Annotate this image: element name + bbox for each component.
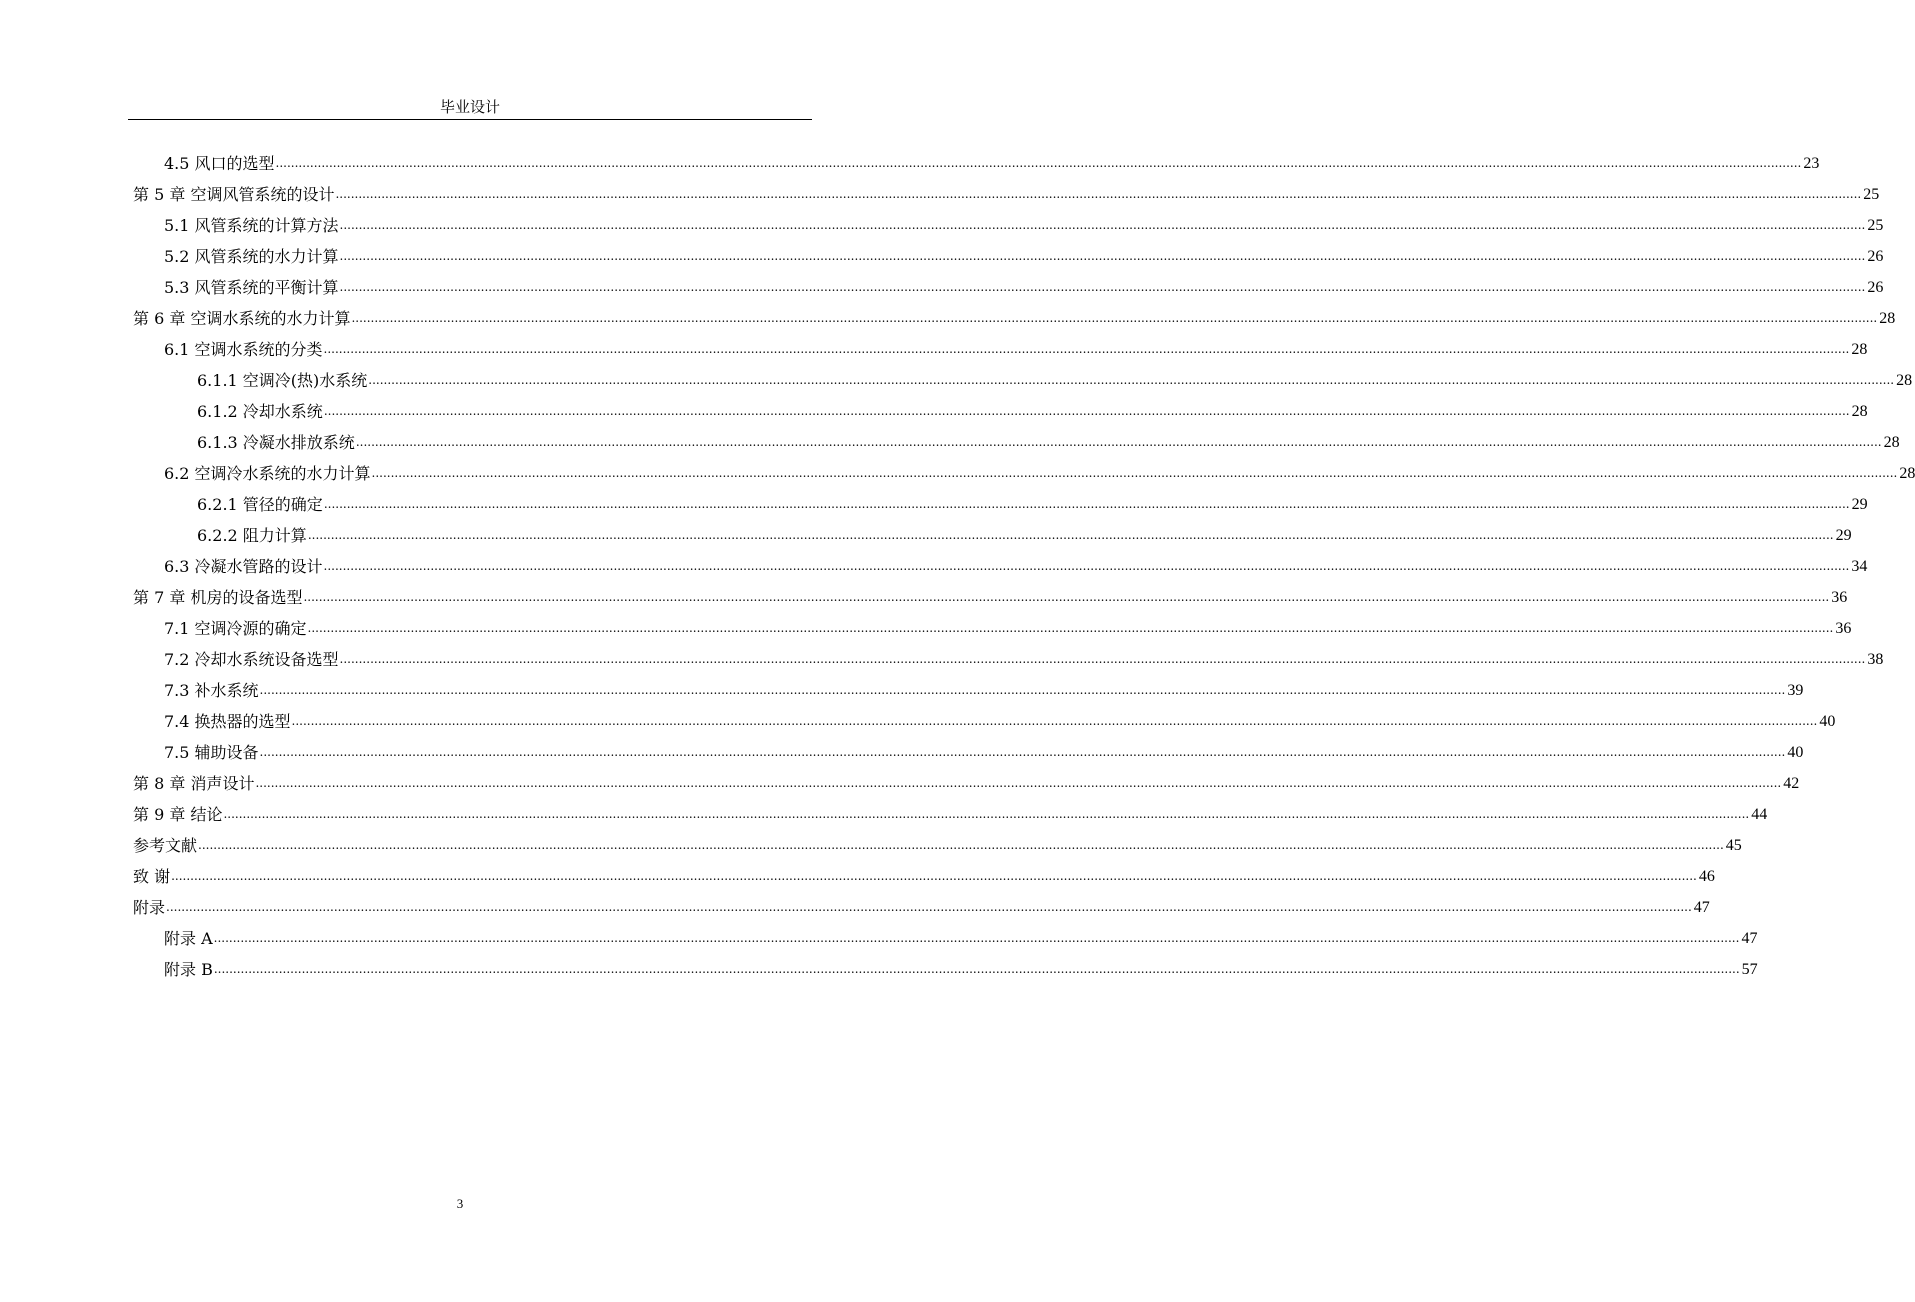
toc-entry-page: 28: [1883, 434, 1900, 451]
toc-entry-page: 25: [1867, 217, 1884, 234]
toc-dot-leader: ................................................................................................................................................................................................................................................................................................................................................................................................................: [307, 528, 1834, 542]
toc-entry[interactable]: [133, 826, 1742, 856]
toc-entry-label: 附录: [133, 898, 166, 917]
toc-dot-leader: ................................................................................................................................................................................................................................................................................................................................................................................................................: [223, 807, 1750, 821]
toc-entry-label: 第 5 章 空调风管系统的设计: [133, 185, 335, 204]
toc-dot-leader: ................................................................................................................................................................................................................................................................................................................................................................................................................: [339, 652, 1866, 666]
toc-dot-leader: ................................................................................................................................................................................................................................................................................................................................................................................................................: [335, 187, 1862, 201]
toc-entry[interactable]: [164, 609, 1852, 639]
toc-entry[interactable]: [164, 640, 1884, 670]
toc-entry-label: 6.3 冷凝水管路的设计: [164, 557, 323, 576]
toc-dot-leader: ................................................................................................................................................................................................................................................................................................................................................................................................................: [259, 683, 1786, 697]
toc-dot-leader: ................................................................................................................................................................................................................................................................................................................................................................................................................: [275, 156, 1802, 170]
toc-entry-page: 29: [1835, 527, 1852, 544]
toc-entry-label: 7.3 补水系统: [164, 681, 259, 700]
toc-entry-label: 5.1 风管系统的计算方法: [164, 216, 339, 235]
toc-entry-label: 第 6 章 空调水系统的水力计算: [133, 309, 351, 328]
toc-entry-label: 6.1.3 冷凝水排放系统: [197, 433, 355, 452]
toc-entry[interactable]: [197, 485, 1868, 515]
toc-entry-label: 5.3 风管系统的平衡计算: [164, 278, 339, 297]
toc-entry[interactable]: [164, 237, 1884, 267]
toc-entry-page: 46: [1698, 868, 1715, 885]
toc-dot-leader: ................................................................................................................................................................................................................................................................................................................................................................................................................: [371, 466, 1898, 480]
toc-entry[interactable]: [197, 361, 1913, 391]
toc-entry[interactable]: [133, 175, 1880, 205]
toc-entry[interactable]: [133, 857, 1715, 887]
toc-dot-leader: ................................................................................................................................................................................................................................................................................................................................................................................................................: [198, 838, 1724, 852]
toc-entry[interactable]: [133, 578, 1848, 608]
toc-entry-page: 44: [1751, 806, 1768, 823]
toc-dot-leader: ................................................................................................................................................................................................................................................................................................................................................................................................................: [368, 373, 1895, 387]
toc-dot-leader: ................................................................................................................................................................................................................................................................................................................................................................................................................: [323, 404, 1850, 418]
toc-entry[interactable]: [197, 392, 1868, 422]
toc-entry-page: 34: [1851, 558, 1868, 575]
toc-entry-label: 7.4 换热器的选型: [164, 712, 291, 731]
toc-dot-leader: ................................................................................................................................................................................................................................................................................................................................................................................................................: [323, 559, 1850, 573]
toc-entry-label: 致 谢: [133, 867, 171, 886]
toc-entry[interactable]: [164, 330, 1868, 360]
toc-entry[interactable]: [164, 144, 1820, 174]
toc-entry[interactable]: [133, 888, 1710, 918]
toc-entry-page: 28: [1899, 465, 1915, 482]
toc-entry-page: 36: [1831, 589, 1848, 606]
toc-entry-label: 4.5 风口的选型: [164, 154, 275, 173]
toc-entry-label: 第 7 章 机房的设备选型: [133, 588, 303, 607]
toc-entry[interactable]: [164, 733, 1804, 763]
toc-entry[interactable]: [133, 299, 1896, 329]
toc-dot-leader: ................................................................................................................................................................................................................................................................................................................................................................................................................: [171, 869, 1697, 883]
toc-entry-label: 6.2.2 阻力计算: [197, 526, 307, 545]
toc-dot-leader: ................................................................................................................................................................................................................................................................................................................................................................................................................: [166, 900, 1692, 914]
toc-entry-page: 42: [1783, 775, 1800, 792]
toc-entry-label: 6.1.1 空调冷(热)水系统: [197, 371, 368, 390]
toc-entry[interactable]: [164, 547, 1868, 577]
toc-dot-leader: ................................................................................................................................................................................................................................................................................................................................................................................................................: [259, 745, 1786, 759]
toc-entry-page: 28: [1896, 372, 1913, 389]
toc-entry-page: 23: [1803, 155, 1820, 172]
toc-entry[interactable]: [164, 671, 1804, 701]
running-header: 毕业设计: [439, 98, 500, 116]
toc-dot-leader: ................................................................................................................................................................................................................................................................................................................................................................................................................: [303, 590, 1830, 604]
toc-entry-page: 36: [1835, 620, 1852, 637]
toc-entry[interactable]: [164, 950, 1758, 980]
toc-dot-leader: ................................................................................................................................................................................................................................................................................................................................................................................................................: [339, 280, 1866, 294]
toc-entry-page: 28: [1851, 403, 1868, 420]
toc-dot-leader: ................................................................................................................................................................................................................................................................................................................................................................................................................: [339, 249, 1866, 263]
toc-dot-leader: ................................................................................................................................................................................................................................................................................................................................................................................................................: [323, 342, 1850, 356]
toc-entry[interactable]: [164, 206, 1884, 236]
toc-entry-label: 7.2 冷却水系统设备选型: [164, 650, 339, 669]
toc-entry-label: 第 9 章 结论: [133, 805, 223, 824]
toc-entry-page: 45: [1725, 837, 1742, 854]
toc-entry-page: 29: [1851, 496, 1868, 513]
toc-entry-page: 47: [1741, 930, 1758, 947]
toc-dot-leader: ................................................................................................................................................................................................................................................................................................................................................................................................................: [355, 435, 1882, 449]
toc-dot-leader: ................................................................................................................................................................................................................................................................................................................................................................................................................: [213, 931, 1740, 945]
toc-dot-leader: ................................................................................................................................................................................................................................................................................................................................................................................................................: [255, 776, 1782, 790]
toc-entry-page: 57: [1741, 961, 1758, 978]
toc-dot-leader: ................................................................................................................................................................................................................................................................................................................................................................................................................: [307, 621, 1834, 635]
toc-entry-page: 25: [1863, 186, 1880, 203]
toc-entry-page: 40: [1787, 744, 1804, 761]
toc-entry[interactable]: [164, 702, 1836, 732]
toc-entry-label: 5.2 风管系统的水力计算: [164, 247, 339, 266]
toc-entry-page: 28: [1879, 310, 1896, 327]
toc-entry[interactable]: [133, 795, 1768, 825]
toc-entry-page: 47: [1693, 899, 1710, 916]
page-number: 3: [456, 1196, 464, 1211]
toc-entry-page: 40: [1819, 713, 1836, 730]
toc-entry-label: 6.1.2 冷却水系统: [197, 402, 323, 421]
header-rule: [128, 119, 812, 120]
toc-entry-label: 附录 A: [164, 929, 213, 948]
toc-entry[interactable]: [164, 268, 1884, 298]
toc-dot-leader: ................................................................................................................................................................................................................................................................................................................................................................................................................: [323, 497, 1850, 511]
toc-entry[interactable]: [197, 516, 1852, 546]
toc-entry-label: 7.1 空调冷源的确定: [164, 619, 307, 638]
toc-entry[interactable]: [164, 919, 1758, 949]
toc-entry[interactable]: [197, 423, 1900, 453]
toc-entry-page: 26: [1867, 279, 1884, 296]
toc-entry-page: 28: [1851, 341, 1868, 358]
toc-entry-page: 38: [1867, 651, 1884, 668]
toc-entry-label: 附录 B: [164, 960, 213, 979]
toc-dot-leader: ................................................................................................................................................................................................................................................................................................................................................................................................................: [213, 962, 1740, 976]
toc-dot-leader: ................................................................................................................................................................................................................................................................................................................................................................................................................: [339, 218, 1866, 232]
toc-entry[interactable]: [133, 764, 1800, 794]
toc-entry-label: 6.1 空调水系统的分类: [164, 340, 323, 359]
toc-entry-label: 7.5 辅助设备: [164, 743, 259, 762]
toc-entry-page: 39: [1787, 682, 1804, 699]
toc-dot-leader: ................................................................................................................................................................................................................................................................................................................................................................................................................: [351, 311, 1878, 325]
toc-entry[interactable]: [164, 454, 1915, 484]
toc-entry-label: 6.2.1 管径的确定: [197, 495, 323, 514]
toc-entry-label: 参考文献: [133, 836, 198, 855]
toc-entry-page: 26: [1867, 248, 1884, 265]
toc-dot-leader: ................................................................................................................................................................................................................................................................................................................................................................................................................: [291, 714, 1818, 728]
toc-entry-label: 6.2 空调冷水系统的水力计算: [164, 464, 371, 483]
toc-entry-label: 第 8 章 消声设计: [133, 774, 255, 793]
